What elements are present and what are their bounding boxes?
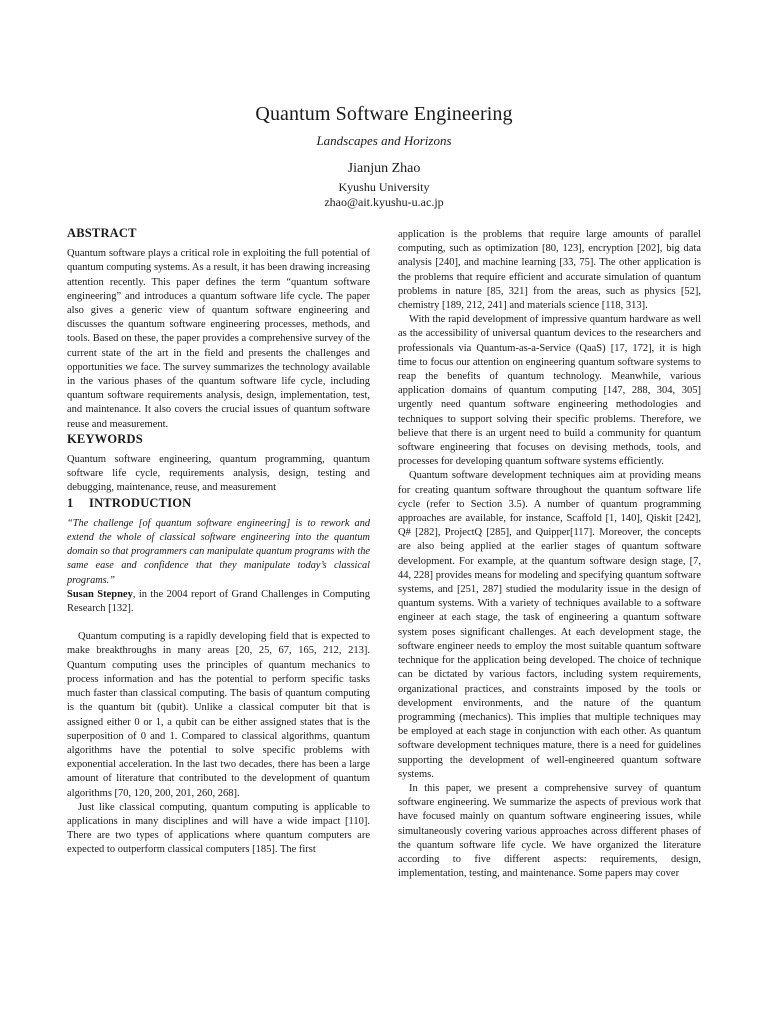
abstract-text: Quantum software plays a critical role in exploiting the full potential of quantum computing systems. As a result, it has been drawing increasing attention recently. This paper defines the term “quantum software engineering” and introduces a quantum software life cycle. The paper also gives a generic view of quantum software engineering and discusses the quantum software engineering processes, methods, and tools. Based on these, the paper provides a comprehensive survey of the current state of the art in the field and presents the challenges and opportunities we face. The survey summarizes the technology available in the various phases of the quantum software life cycle, including quantum software requirements analysis, design, implementation, test, and maintenance. It also covers the crucial issues of quantum software reuse and measurement.: [67, 248, 370, 430]
body-paragraph: In this paper, we present a comprehensive survey of quantum software engineering. We summarize the aspects of previous work that have focused mainly on quantum software engineering issues, while simultaneously covering various approaches across different phases of the quantum software life cycle. We have organized the literature according to five different aspects: requirements, design, implementation, testing, and maintenance. Some papers may cover: [398, 782, 701, 880]
keywords-text: Quantum software engineering, quantum programming, quantum software life cycle, requirements analysis, design, testing and debugging, maintenance, reuse, and measurement: [67, 454, 370, 494]
body-paragraph: Quantum software development techniques aim at providing means for creating quantum software throughout the quantum software life cycle (refer to Section 3.5). A number of quantum programming approaches are available, for instance, Scaffold [1, 140], Qiskit [242], Q# [282], ProjectQ [285], and Quipper[117]. Moreover, the concepts are also being applied at the earlier stages of quantum software development. For example, at the quantum software design stage, [7, 44, 228] provides means for modeling and specifying quantum software systems, and [251, 287] studied the modularity issue in the design of quantum systems. With a variety of techniques available to a software engineer at each stage, the task of engineering a quantum software system poses significant challenges. At each development stage, the software engineer needs to employ the most suitable quantum software technique for the application being developed. The choice of technique can be dictated by various factors, including system requirements, organizational practices, and constraints imposed by the tools or development environments, and the nature of the quantum programming (mechanics). This implies that multiple techniques may be employed at each stage in conjunction with each other. As quantum software development techniques mature, there is a need for guidelines supporting the development of well-engineered quantum software systems.: [398, 470, 701, 780]
attribution-source: , in the 2004 report of Grand Challenges in Computing Research [132].: [67, 588, 370, 615]
paper-title: Quantum Software Engineering: [255, 103, 513, 125]
left-column: [67, 226, 370, 858]
section-title: INTRODUCTION: [89, 495, 192, 510]
body-paragraph: With the rapid development of impressive quantum hardware as well as the accessibility of universal quantum devices to the researchers and professionals via Quantum-as-a-Service (QaaS) [17, 172], it is high time to focus our attention on engineering quantum software systems to reap the benefits of quantum technology. Meanwhile, various application domains of quantum computing [147, 288, 304, 305] urgently need quantum software engineering methodologies and techniques to support solving their specific problems. Therefore, we believe that there is an urgent need to build a community for quantum software engineering that focuses on devising methods, tools, and processes for developing quantum software systems efficiently.: [398, 314, 701, 468]
paper-header: [0, 103, 768, 210]
body-paragraph: application is the problems that require large amounts of parallel computing, such as optimization [80, 123], encryption [202], big data analysis [240], and machine learning [33, 75]. The other application is the problems that require efficient and accurate simulation of quantum problems in nature [85, 321] from the areas, such as physics [52], chemistry [189, 212, 241] and materials science [118, 313].: [398, 229, 701, 312]
paper-subtitle: Landscapes and Horizons: [316, 133, 452, 148]
attribution-name: Susan Stepney: [67, 588, 133, 600]
section-number: 1: [67, 495, 74, 510]
author-email: zhao@ait.kyushu-u.ac.jp: [324, 195, 444, 209]
epigraph-attribution: [67, 588, 370, 616]
introduction-heading: [67, 496, 370, 510]
author-affiliation: Kyushu University: [338, 180, 430, 194]
keywords-heading: KEYWORDS: [67, 431, 143, 446]
intro-paragraph: Just like classical computing, quantum computing is applicable to applications in many disciplines and will have a wide impact [110]. There are two types of applications where quantum computers are expected to outperform classical computers [185]. The first: [67, 801, 370, 856]
author-name: Jianjun Zhao: [347, 161, 421, 176]
abstract-heading: ABSTRACT: [67, 226, 137, 240]
intro-paragraph: Quantum computing is a rapidly developing field that is expected to make breakthroughs in many areas [20, 25, 67, 165, 212, 213]. Quantum computing uses the principles of quantum mechanics to process information and has the potential to perform specific tasks much faster than classical computing. The basis of quantum computing is the quantum bit (qubit). Unlike a classical computer bit that is assigned either 0 or 1, a qubit can be either assigned states that is the superposition of 0 and 1. Compared to classical algorithms, quantum algorithms have the potential to solve specific problems with exponential acceleration. In the last two decades, there has been a large amount of literature that contributed to the development of quantum algorithms [70, 120, 200, 201, 260, 268].: [67, 631, 370, 799]
epigraph-quote: “The challenge [of quantum software engineering] is to rework and extend the whole of classical software engineering into the quantum domain so that programmers can manipulate quantum programs with the same ease and confidence that they manipulate today’s classical programs.”: [67, 517, 370, 586]
right-column: [398, 228, 701, 881]
